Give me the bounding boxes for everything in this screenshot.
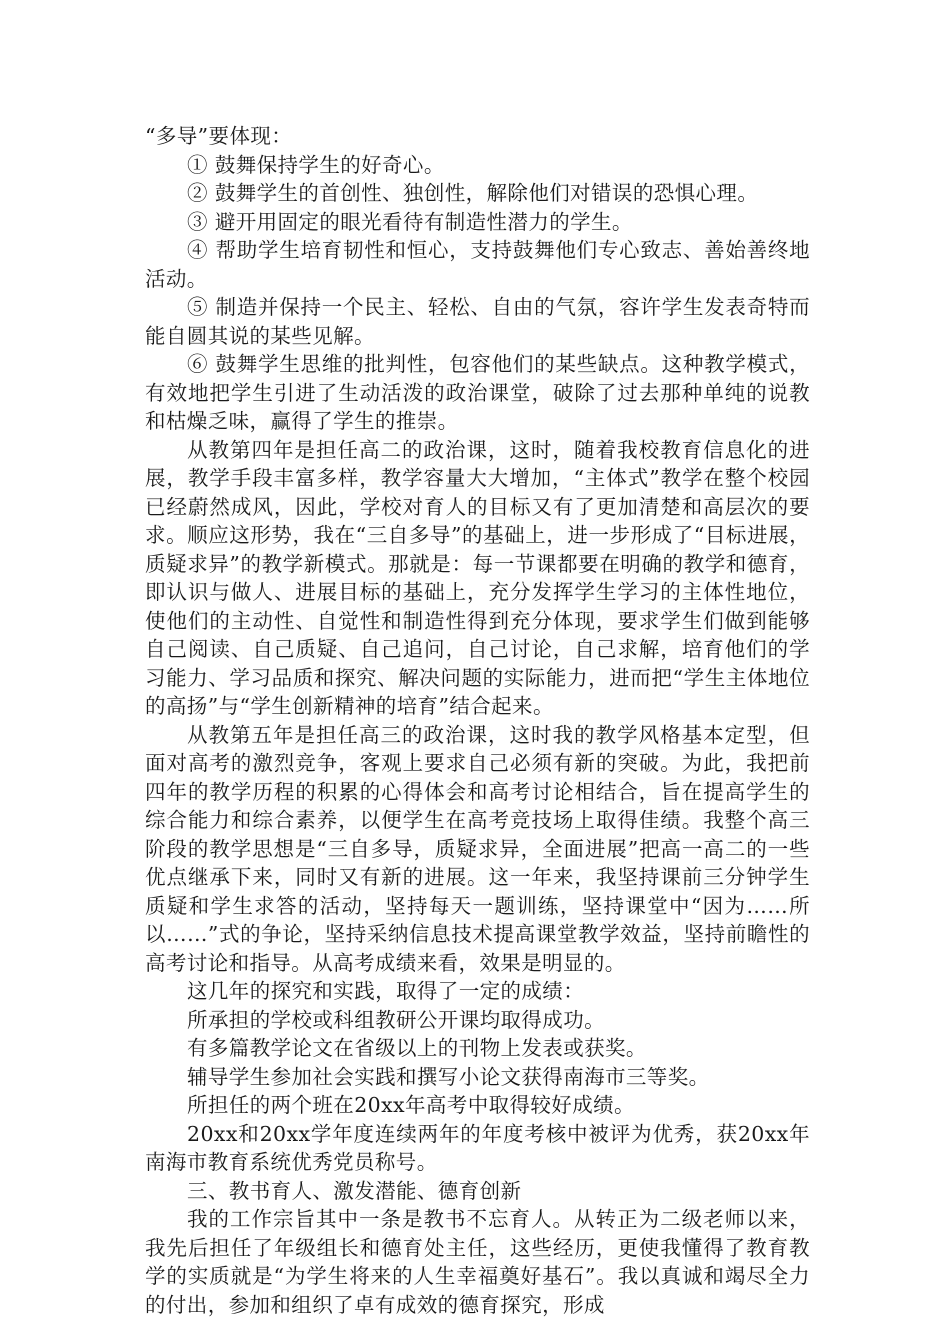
- paragraph-item-1: ① 鼓舞保持学生的好奇心。: [187, 152, 445, 177]
- paragraph-work-purpose: 我的工作宗旨其中一条是教书不忘育人。从转正为二级老师以来，我先后担任了年级组长和德育处主任，这些经历，更使我懂得了教育教学的实质就是“为学生将来的人生幸福奠好基石”。我以真诚和竭尽全力的付出，参加和组织了卓有成效的德育探究，形成: [145, 1207, 810, 1317]
- paragraph-item-5: ⑤ 制造并保持一个民主、轻松、自由的气氛，容许学生发表奇特而能自圆其说的某些见解。: [145, 295, 810, 348]
- paragraph-achievements-intro: 这几年的探究和实践，取得了一定的成绩：: [187, 979, 585, 1003]
- paragraph-achievement-4: 所担任的两个班在20xx年高考中取得较好成绩。: [187, 1093, 635, 1117]
- document-page: [145, 122, 810, 1319]
- paragraph-achievement-1: 所承担的学校或科组教研公开课均取得成功。: [187, 1007, 605, 1032]
- paragraph-achievement-5: 20xx和20xx学年度连续两年的年度考核中被评为优秀，获20xx年南海市教育系统优秀党员称号。: [145, 1121, 810, 1174]
- paragraph-duodao-intro: “多导”要体现：: [145, 124, 293, 148]
- paragraph-item-6: ⑥ 鼓舞学生思维的批判性，包容他们的某些缺点。这种教学模式，有效地把学生引进了生动活泼的政治课堂，破除了过去那种单纯的说教和枯燥乏味，赢得了学生的推崇。: [145, 352, 810, 433]
- paragraph-item-3: ③ 避开用固定的眼光看待有制造性潜力的学生。: [187, 209, 633, 234]
- paragraph-item-4: ④ 帮助学生培育韧性和恒心，支持鼓舞他们专心致志、善始善终地活动。: [145, 238, 810, 291]
- paragraph-achievement-3: 辅导学生参加社会实践和撰写小论文获得南海市三等奖。: [187, 1064, 710, 1089]
- paragraph-item-2: ② 鼓舞学生的首创性、独创性，解除他们对错误的恐惧心理。: [187, 181, 759, 205]
- section-heading-3: 三、教书育人、激发潜能、德育创新: [187, 1178, 522, 1203]
- paragraph-achievement-2: 有多篇教学论文在省级以上的刊物上发表或获奖。: [187, 1036, 647, 1060]
- paragraph-fifth-year: 从教第五年是担任高三的政治课，这时我的教学风格基本定型，但面对高考的激烈竞争，客观上要求自己必须有新的突破。为此，我把前四年的教学历程的积累的心得体会和高考讨论相结合，旨在提高学生的综合能力和综合素养，以便学生在高考竞技场上取得佳绩。我整个高三阶段的教学思想是“三自多导，质疑求异，全面进展”把高一高二的一些优点继承下来，同时又有新的进展。这一年来，我坚持课前三分钟学生质疑和学生求答的活动，坚持每天一题训练，坚持课堂中“因为……所以……”式的争论，坚持采纳信息技术提高课堂教学效益，坚持前瞻性的高考讨论和指导。从高考成绩来看，效果是明显的。: [145, 722, 810, 975]
- paragraph-fourth-year: 从教第四年是担任高二的政治课，这时，随着我校教育信息化的进展，教学手段丰富多样，教学容量大大增加，“主体式”教学在整个校园已经蔚然成风，因此，学校对育人的目标又有了更加清楚和高层次的要求。顺应这形势，我在“三自多导”的基础上，进一步形成了“目标进展，质疑求异”的教学新模式。那就是：每一节课都要在明确的教学和德育，即认识与做人、进展目标的基础上，充分发挥学生学习的主体性地位，使他们的主动性、自觉性和制造性得到充分体现，要求学生们做到能够自己阅读、自己质疑、自己追问，自己讨论，自己求解，培育他们的学习能力、学习品质和探究、解决问题的实际能力，进而把“学生主体地位的高扬”与“学生创新精神的培育”结合起来。: [145, 437, 810, 718]
